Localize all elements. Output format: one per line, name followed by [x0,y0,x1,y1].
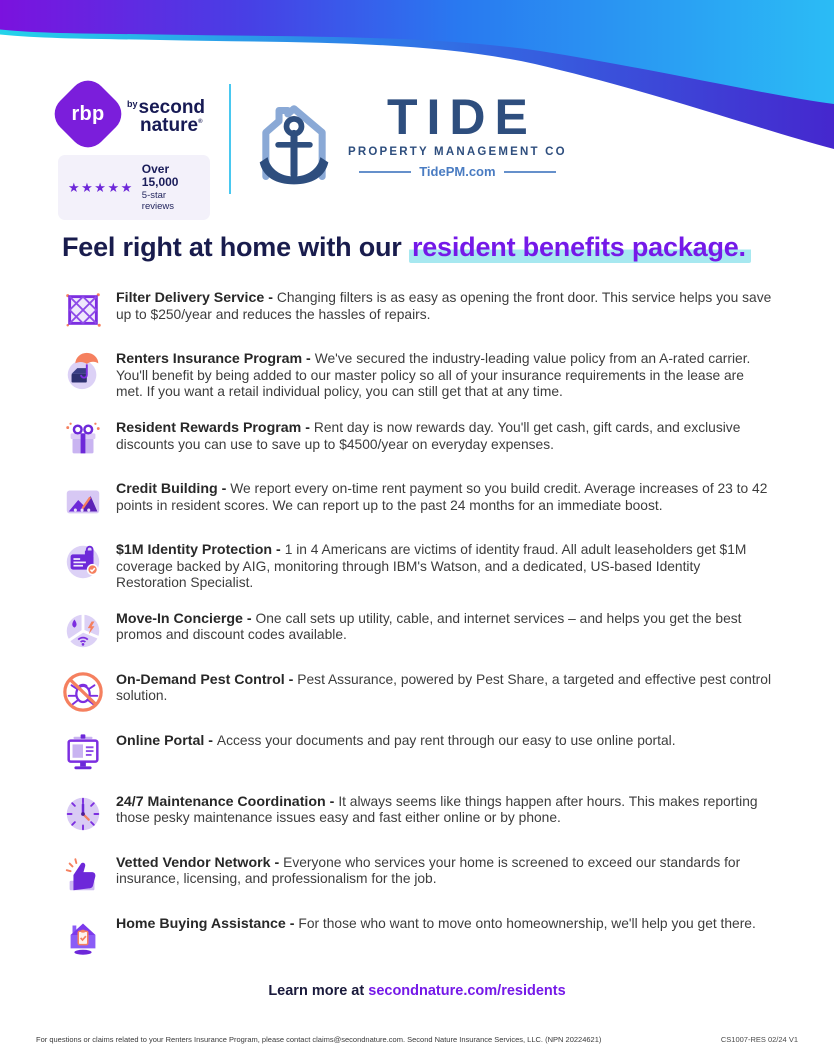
benefit-description: Rent day is now rewards day. You'll get cash, gift cards, and exclusive discounts you can use to save up to $4500/year on everyday expenses. [116,419,741,452]
rule-left [359,171,411,173]
registered-mark: ® [198,118,203,125]
benefit-title: Online Portal [116,732,205,749]
benefit-description: We report every on-time rent payment so you build credit. Average increases of 23 to 42 points in resident scores. We can report up to the past 24 months for an immediate boost. [116,480,768,513]
document-code: CS1007-RES 02/24 V1 [720,1035,798,1044]
benefit-text: $1M Identity Protection - 1 in 4 Americans are victims of identity fraud. All adult leaseholders get $1M coverage backed by AIG, monitoring through IBM's Watson, and a dedicated, US-based Identity Restoration Specialist. [116,541,747,590]
pest-control-icon [62,671,104,713]
benefit-text: Resident Rewards Program - Rent day is now rewards day. You'll get cash, gift cards, and exclusive discounts you can use to save up to $4500/year on everyday expenses. [116,419,741,452]
benefit-text: On-Demand Pest Control - Pest Assurance, powered by Pest Share, a targeted and effective pest control solution. [116,671,772,704]
benefit-description: Everyone who services your home is screened to exceed our standards for insurance, licensing, and professionalism for the job. [116,854,741,887]
rbp-brand-block [58,84,210,220]
benefit-description: For those who want to move onto homeownership, we'll help you get there. [298,915,756,931]
benefit-text: Renters Insurance Program - We've secured the industry-leading value policy from an A-rated carrier. You'll benefit by being added to our master policy so all of your insurance requirements in the lease are met. If you want a retail individual policy, you can still get that at any time. [116,351,751,399]
benefit-title: Renters Insurance Program [116,351,303,367]
reviews-card [58,155,210,220]
benefit-text: Home Buying Assistance - For those who want to move onto homeownership, we'll help you get there. [116,915,756,932]
benefit-item-move-in-concierge [62,610,772,652]
benefit-title: 24/7 Maintenance Coordination [116,793,326,810]
benefit-item-vendor-network [62,854,772,896]
benefit-title: Vetted Vendor Network [116,854,271,871]
tide-website-link[interactable]: TidePM.com [419,164,496,179]
online-portal-icon [62,732,104,774]
reviews-count: Over 15,000 [141,162,179,190]
resident-rewards-icon [62,419,104,461]
maintenance-icon [62,793,104,835]
rbp-badge-label: rbp [71,102,105,125]
house-anchor-icon [250,86,338,186]
vertical-divider [229,84,231,194]
highlighted-title-text: resident benefits package. [409,232,751,263]
renters-insurance-icon [62,350,104,392]
benefit-text: Filter Delivery Service - Changing filters is as easy as opening the front door. This service helps you save up to $250/year and reduces the hassles of repairs. [116,290,772,322]
five-star-rating-icon: ★★★★★ [68,180,134,196]
benefit-title: $1M Identity Protection [116,541,273,558]
benefit-title: Filter Delivery Service [116,290,265,306]
benefit-item-maintenance [62,793,772,835]
benefit-title: Home Buying Assistance [116,915,286,932]
benefit-item-renters-insurance [62,350,772,400]
benefit-text: Vetted Vendor Network - Everyone who services your home is screened to exceed our standards for insurance, licensing, and professionalism for the job. [116,854,741,887]
benefit-item-home-buying [62,915,772,957]
benefit-title: Move-In Concierge [116,610,243,627]
tide-name: TIDE [386,89,537,145]
move-in-concierge-icon [62,610,104,652]
logo-row [58,84,567,220]
fine-print [36,1035,798,1044]
benefit-item-identity-protection [62,541,772,591]
benefit-description: Access your documents and pay rent through our easy to use online portal. [216,732,676,748]
benefit-item-pest-control [62,671,772,713]
benefit-description: One call sets up utility, cable, and internet services – and helps you get the best promos and discount codes available. [116,610,742,643]
benefit-item-credit-building [62,480,772,522]
benefit-title: On-Demand Pest Control [116,671,285,688]
benefit-text: Credit Building - We report every on-time rent payment so you build credit. Average increases of 23 to 42 points in resident scores. We can report up to the past 24 months for an immediate boost. [116,480,768,513]
benefit-description: Changing filters is as easy as opening the front door. This service helps you save up to $250/year and reduces the hassles of repairs. [116,290,772,322]
tide-wordmark [348,89,567,179]
benefit-description: Pest Assurance, powered by Pest Share, a targeted and effective pest control solution. [116,671,772,704]
benefit-item-resident-rewards [62,419,772,461]
benefit-description: It always seems like things happen after hours. This makes reporting those pesky maintenance issues easy and fast either online or by phone. [116,793,758,826]
by-label: by [127,99,138,109]
benefit-text: Online Portal - Access your documents and pay rent through our easy to use online portal. [116,732,676,749]
identity-protection-icon [62,541,104,583]
filter-delivery-icon [62,289,104,331]
vendor-network-icon [62,854,104,896]
tide-brand-block [250,86,567,186]
benefit-description: 1 in 4 Americans are victims of identity fraud. All adult leaseholders get $1M coverage backed by AIG, monitoring through IBM's Watson, and a dedicated, US-based Identity Restoration Specialist. [116,541,747,590]
credit-building-icon [62,480,104,522]
benefit-text: 24/7 Maintenance Coordination - It always seems like things happen after hours. This makes reporting those pesky maintenance issues easy and fast either online or by phone. [116,793,758,826]
reviews-subtitle: 5-star reviews [141,190,174,213]
tide-website-row [348,164,567,179]
rule-right [504,171,556,173]
rbp-logo [58,84,118,144]
second-nature-wordmark: $^{by}$second nature® [127,97,206,136]
home-buying-icon [62,915,104,957]
benefit-title: Credit Building [116,480,218,497]
tide-tagline: PROPERTY MANAGEMENT CO [348,146,567,158]
header [0,0,834,212]
benefit-description: We've secured the industry-leading value policy from an A-rated carrier. You'll benefit by being added to our master policy so all of your insurance requirements in the lease are met. If you want a retail individual policy, you can still get that at any time. [116,351,751,399]
benefits-list [62,289,772,957]
benefit-item-online-portal [62,732,772,774]
benefit-title: Resident Rewards Program [116,419,302,436]
learn-more-line: Learn more at secondnature.com/residents [268,982,566,999]
page-title: Feel right at home with our resident benefits package. [62,232,834,263]
benefit-text: Move-In Concierge - One call sets up utility, cable, and internet services – and helps you get the best promos and discount codes available. [116,610,742,643]
insurance-disclaimer: For questions or claims related to your Renters Insurance Program, please contact claims@secondnature.com. Second Nature Insurance Services, LLC. (NPN 20224621) [36,1035,602,1044]
benefit-item-filter-delivery [62,289,772,331]
secondnature-residents-link[interactable]: secondnature.com/residents [368,982,566,999]
